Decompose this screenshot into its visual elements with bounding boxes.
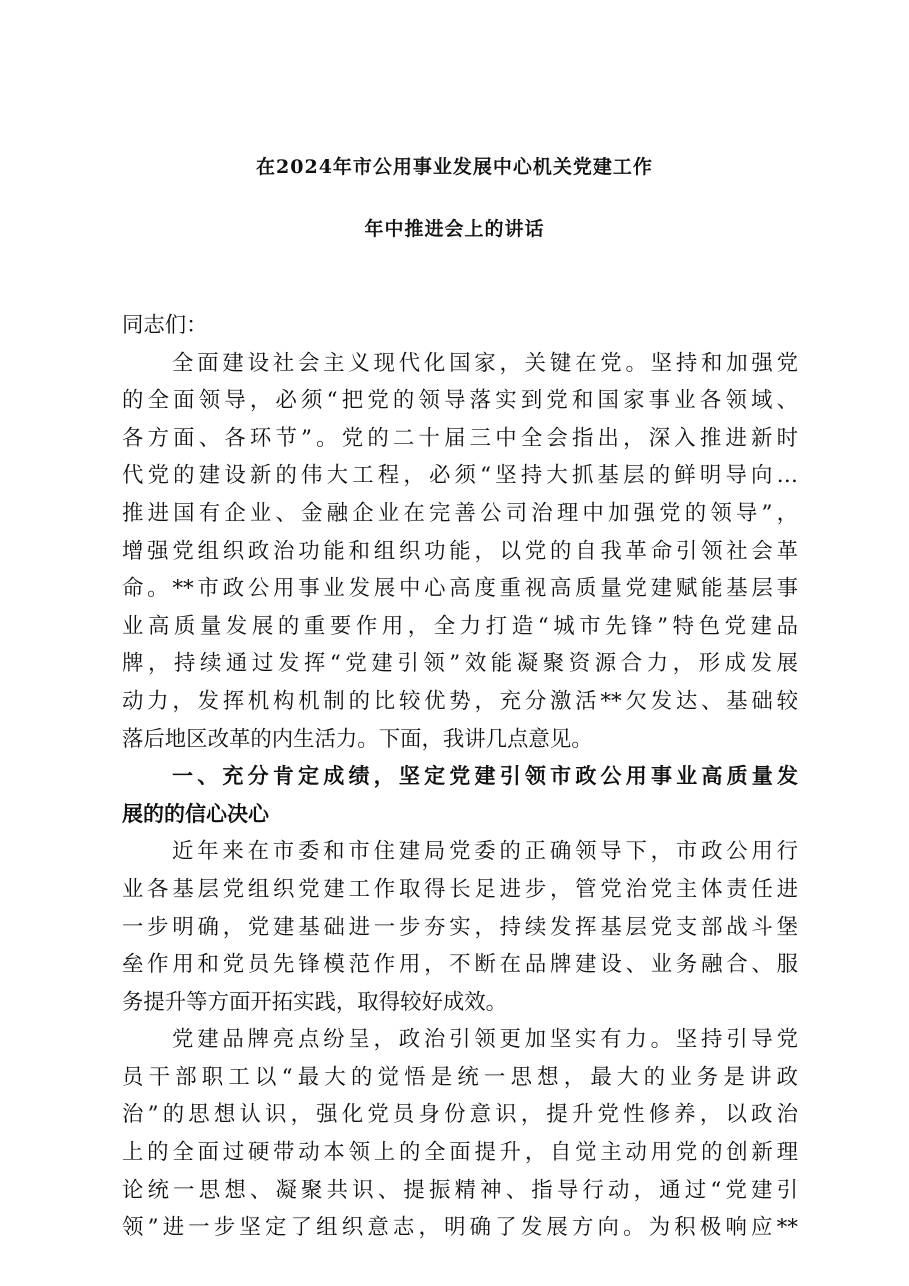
paragraph-line: 上的全面过硬带动本领上的全面提升，自觉主动用党的创新理 <box>122 1140 798 1166</box>
paragraph-3 <box>122 1021 798 1247</box>
section-heading-1 <box>122 758 798 833</box>
paragraph-line: 牌，持续通过发挥“党建引领”效能凝聚资源合力，形成发展 <box>122 651 798 677</box>
paragraph-line: 论统一思想、凝聚共识、提振精神、指导行动，通过“党建引 <box>122 1177 798 1203</box>
paragraph-line: 党建品牌亮点纷呈，政治引领更加坚实有力。坚持引导党 <box>172 1027 798 1053</box>
paragraph-line: 领”进一步坚定了组织意志，明确了发展方向。为积极响应** <box>122 1215 798 1241</box>
salutation: 同志们： <box>122 313 208 338</box>
paragraph-line: 落后地区改革的内生活力。下面，我讲几点意见。 <box>122 726 593 752</box>
paragraph-line: 员干部职工以“最大的觉悟是统一思想，最大的业务是讲政 <box>122 1064 798 1090</box>
title-line-1: 在2024年市公用事业发展中心机关党建工作 <box>256 156 653 178</box>
paragraph-line: 增强党组织政治功能和组织功能，以党的自我革命引领社会革 <box>122 538 798 564</box>
document-body <box>122 307 798 1247</box>
paragraph-line: 垒作用和党员先锋模范作用，不断在品牌建设、业务融合、服 <box>122 952 798 978</box>
paragraph-line: 务提升等方面开拓实践，取得较好成效。 <box>122 989 508 1015</box>
heading-line: 展的的信心决心 <box>122 801 269 826</box>
paragraph-line: 各方面、各环节”。党的二十届三中全会指出，深入推进新时 <box>122 425 798 451</box>
paragraph-line: 一步明确，党建基础进一步夯实，持续发挥基层党支部战斗堡 <box>122 914 798 940</box>
heading-line: 一、充分肯定成绩，坚定党建引领市政公用事业高质量发 <box>172 764 798 789</box>
paragraph-2 <box>122 833 798 1021</box>
paragraph-line: 代党的建设新的伟大工程，必须“坚持大抓基层的鲜明导向… <box>122 463 798 489</box>
paragraph-line: 业各基层党组织党建工作取得长足进步，管党治党主体责任进 <box>122 876 798 902</box>
paragraph-line: 的全面领导，必须“把党的领导落实到党和国家事业各领域、 <box>122 388 798 414</box>
paragraph-line: 命。**市政公用事业发展中心高度重视高质量党建赋能基层事 <box>122 576 798 602</box>
paragraph-line: 推进国有企业、金融企业在完善公司治理中加强党的领导”， <box>122 500 798 526</box>
paragraph-line: 动力，发挥机构机制的比较优势，充分激活**欠发达、基础较 <box>122 688 798 714</box>
title-line-2: 年中推进会上的讲话 <box>364 218 545 240</box>
paragraph-line: 业高质量发展的重要作用，全力打造“城市先锋”特色党建品 <box>122 613 798 639</box>
paragraph-line: 全面建设社会主义现代化国家，关键在党。坚持和加强党 <box>172 350 798 376</box>
paragraph-line: 治”的思想认识，强化党员身份意识，提升党性修养，以政治 <box>122 1102 798 1128</box>
document-title <box>0 150 909 246</box>
paragraph-line: 近年来在市委和市住建局党委的正确领导下，市政公用行 <box>172 839 798 865</box>
paragraph-1 <box>122 345 798 759</box>
